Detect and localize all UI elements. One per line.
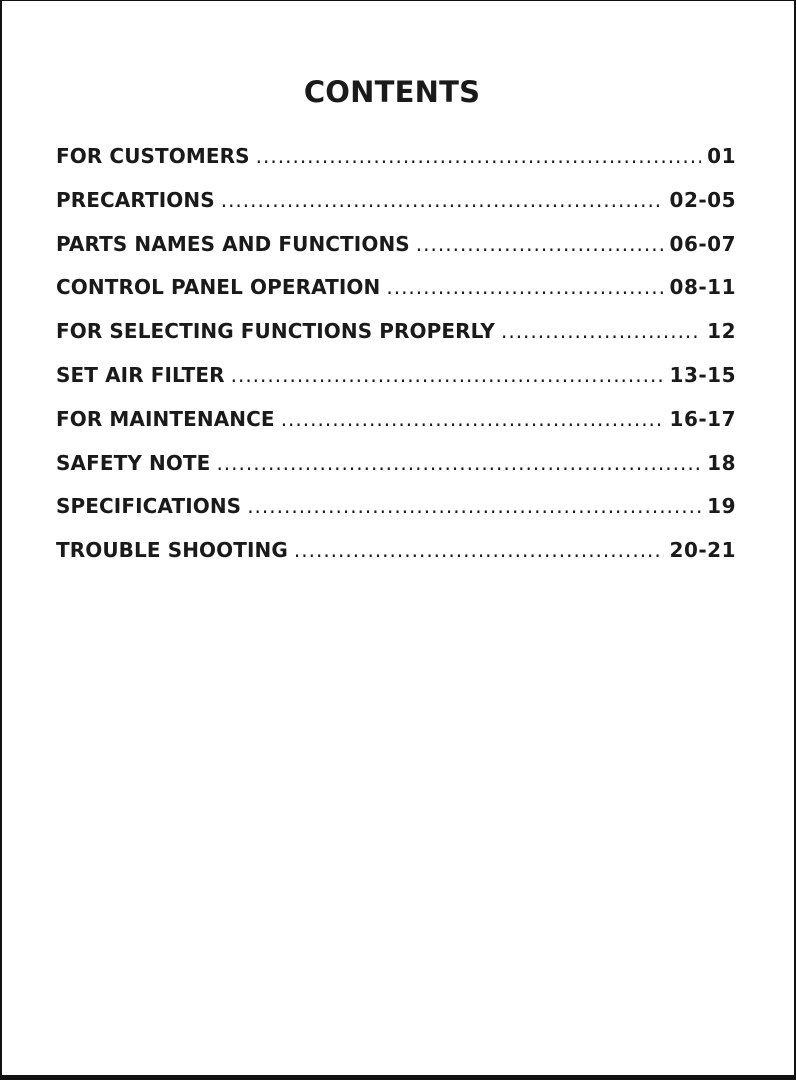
toc-entry-label: PRECARTIONS: [56, 187, 215, 212]
toc-entry-page: 12: [707, 319, 736, 344]
toc-dot-leader: [416, 228, 664, 260]
toc-entry-page: 16-17: [669, 406, 736, 431]
toc-entry-page: 01: [707, 144, 736, 168]
page-border-left: [0, 0, 2, 1080]
page-title: CONTENTS: [303, 75, 481, 109]
toc-entry: [56, 140, 736, 184]
toc-entry-page: 19: [707, 494, 736, 519]
toc-entry-label: FOR SELECTING FUNCTIONS PROPERLY: [56, 319, 495, 344]
toc-entry-page: 02-05: [669, 187, 736, 212]
toc-entry: [56, 228, 736, 272]
toc-entry-label: SPECIFICATIONS: [56, 494, 242, 519]
toc-entry: [56, 534, 736, 578]
toc-entry-label: SAFETY NOTE: [56, 450, 211, 475]
toc-entry: [56, 490, 736, 534]
toc-dot-leader: [247, 490, 701, 522]
toc-entry: [56, 271, 736, 315]
toc-dot-leader: [386, 271, 663, 303]
toc-entry-page: 06-07: [669, 231, 736, 256]
page-border-top: [0, 0, 796, 1]
toc-dot-leader: [281, 403, 664, 435]
toc-entry-label: FOR CUSTOMERS: [56, 144, 250, 168]
toc-dot-leader: [294, 534, 664, 566]
toc-entry: [56, 184, 736, 228]
table-of-contents: [56, 140, 736, 578]
toc-entry-page: 08-11: [669, 275, 736, 300]
toc-entry-label: SET AIR FILTER: [56, 362, 225, 387]
toc-dot-leader: [221, 184, 664, 216]
toc-entry: [56, 403, 736, 447]
toc-entry-page: 13-15: [669, 362, 736, 387]
toc-entry-label: FOR MAINTENANCE: [56, 406, 275, 431]
toc-entry-label: CONTROL PANEL OPERATION: [56, 275, 381, 300]
toc-entry-page: 18: [707, 450, 736, 475]
toc-entry: [56, 447, 736, 491]
page-border-bottom: [0, 1075, 796, 1080]
toc-entry: [56, 315, 736, 359]
toc-dot-leader: [216, 447, 701, 479]
toc-dot-leader: [501, 315, 701, 347]
toc-entry-page: 20-21: [669, 538, 736, 563]
toc-dot-leader: [231, 359, 664, 391]
toc-entry-label: TROUBLE SHOOTING: [56, 538, 288, 563]
toc-entry-label: PARTS NAMES AND FUNCTIONS: [56, 231, 410, 256]
toc-dot-leader: [256, 140, 701, 172]
toc-entry: [56, 359, 736, 403]
